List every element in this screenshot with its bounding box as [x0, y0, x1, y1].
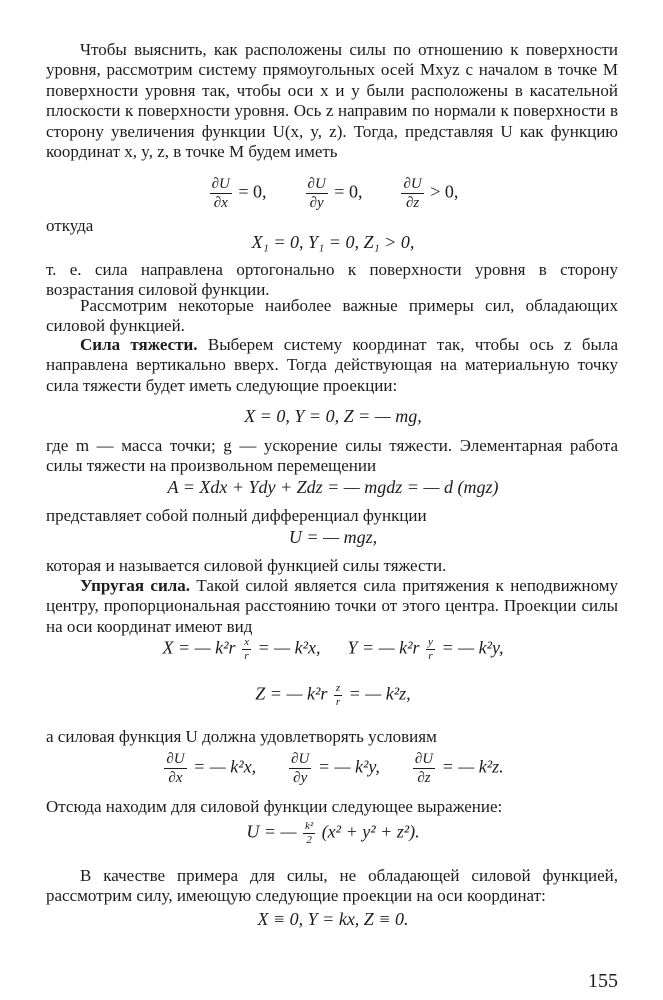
- equals-term: = 0,: [238, 181, 267, 202]
- numerator: k²: [305, 820, 314, 832]
- paragraph-gravity-function: которая и называется силовой функцией силы тяжести.: [46, 556, 447, 575]
- denominator: ∂y: [309, 195, 324, 211]
- fraction: [242, 636, 251, 663]
- y-rhs: = — k²y,: [441, 637, 504, 658]
- paragraph-elastic: [46, 576, 618, 637]
- equation-nonpotential: X ≡ 0, Y = kx, Z ≡ 0.: [257, 909, 409, 929]
- x-rhs: = — k²x,: [257, 637, 321, 658]
- fraction: [210, 175, 232, 212]
- heading-elastic: Упругая сила.: [80, 576, 191, 595]
- paragraph-orthogonal: т. е. сила направлена ортогонально к поверхности уровня в сторону возрастания силовой функции.: [46, 260, 618, 300]
- equation-work: A = Xdx + Ydy + Zdz = — mgdz = — d (mgz): [167, 477, 499, 497]
- rhs: (x² + y² + z²).: [321, 821, 420, 842]
- term: = — k²y,: [317, 756, 380, 777]
- paragraph-gravity: [46, 335, 618, 396]
- z-rhs: = — k²z,: [348, 683, 411, 704]
- denominator: r: [428, 650, 433, 662]
- numerator: y: [428, 636, 433, 648]
- paragraph-mass: где m — масса точки; g — ускорение силы тяжести. Элементарная работа силы тяжести на произвольном перемещении: [46, 436, 618, 476]
- numerator: ∂U: [307, 176, 326, 192]
- fraction: [303, 820, 315, 847]
- denominator: r: [335, 696, 341, 708]
- fraction: [289, 750, 311, 787]
- paragraph-level-surface: Чтобы выяснить, как расположены силы по отношению к поверхности уровня, рассмотрим систему прямоугольных осей Mxyz с началом в точке M поверхности уровня так, чтобы оси x и y были расположены в касательной плоскости к поверхности уровня. Ось z направим по нормали к поверхности в сторону увеличения функции U(x, y, z). Тогда, представляя U как функцию координат x, y, z, в точке M будем иметь: [46, 40, 618, 162]
- z-lhs: Z = — k²r: [255, 683, 328, 704]
- equation-elastic-xy: [46, 636, 620, 663]
- equation-gravity-potential: U = — mgz,: [288, 527, 378, 547]
- denominator: 2: [306, 834, 312, 846]
- fraction: [401, 175, 423, 212]
- paragraph-hence: Отсюда находим для силовой функции следующее выражение:: [46, 797, 503, 816]
- denominator: ∂z: [405, 195, 420, 211]
- equation-elastic-potential: [46, 820, 620, 847]
- gravity-text: Выберем систему координат так, чтобы ось z была направлена вертикально вверх. Тогда действующая на материальную точку сила тяжести будет иметь следующие проекции:: [46, 335, 618, 395]
- paragraph-conditions: а силовая функция U должна удовлетворять условиям: [46, 727, 437, 746]
- term: = — k²z.: [441, 756, 504, 777]
- paragraph-examples: Рассмотрим некоторые наиболее важные примеры сил, обладающих силовой функцией.: [46, 296, 618, 336]
- paragraph-differential: представляет собой полный дифференциал функции: [46, 506, 427, 525]
- denominator: ∂x: [213, 195, 228, 211]
- denominator: ∂z: [417, 770, 431, 786]
- numerator: ∂U: [291, 751, 310, 767]
- fraction: [334, 682, 342, 709]
- numerator: ∂U: [414, 751, 434, 767]
- y-lhs: Y = — k²r: [347, 637, 420, 658]
- heading-gravity: Сила тяжести.: [80, 335, 198, 354]
- equation-gravity-projections: X = 0, Y = 0, Z = — mg,: [244, 406, 422, 426]
- equation-elastic-conditions: [46, 750, 620, 787]
- numerator: ∂U: [166, 751, 185, 767]
- page-number: 155: [588, 970, 618, 992]
- denominator: r: [244, 650, 249, 662]
- numerator: ∂U: [403, 176, 422, 192]
- equals-term: = 0,: [334, 181, 363, 202]
- equation-partial-derivatives: [46, 175, 620, 212]
- paragraph-whence: откуда: [46, 216, 94, 235]
- paragraph-nonpotential: В качестве примера для силы, не обладающей силовой функцией, рассмотрим силу, имеющую следующие проекции на оси координат:: [46, 866, 618, 906]
- fraction: [426, 636, 435, 663]
- equation-elastic-z: [46, 682, 620, 709]
- denominator: ∂x: [168, 770, 183, 786]
- numerator: x: [244, 636, 249, 648]
- greater-term: > 0,: [430, 181, 459, 202]
- x-lhs: X = — k²r: [162, 637, 236, 658]
- denominator: ∂y: [293, 770, 308, 786]
- elastic-text: Такой силой является сила притяжения к неподвижному центру, пропорциональная расстоянию точки от этого центра. Проекции силы на оси координат имеют вид: [46, 576, 618, 636]
- fraction: [306, 175, 328, 212]
- numerator: ∂U: [211, 176, 230, 192]
- lhs: U = —: [246, 821, 297, 842]
- page: [46, 0, 620, 1000]
- equation-force-components: X₁ = 0, Y₁ = 0, Z₁ > 0,: [251, 232, 415, 252]
- fraction: [164, 750, 186, 787]
- fraction: [413, 750, 435, 787]
- numerator: z: [335, 682, 341, 694]
- term: = — k²x,: [193, 756, 257, 777]
